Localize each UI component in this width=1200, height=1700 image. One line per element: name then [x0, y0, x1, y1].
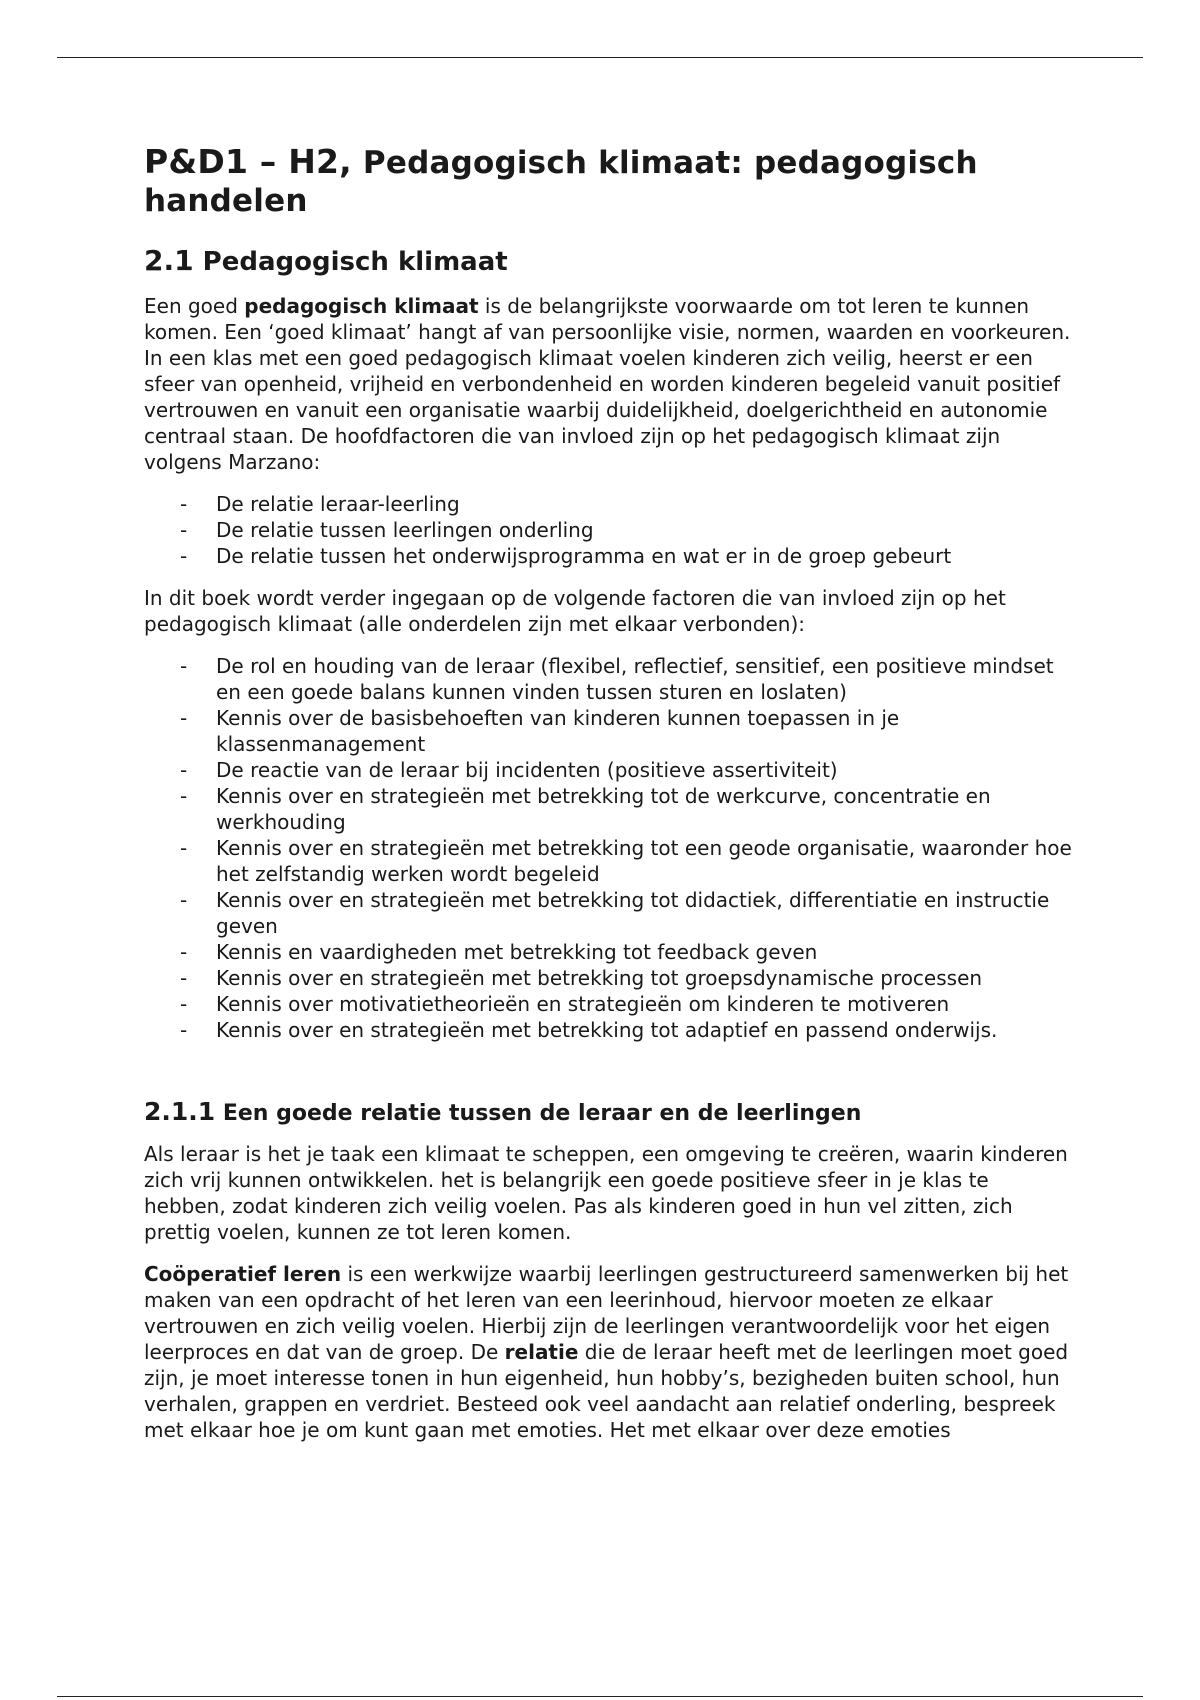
- dash-bullet: -: [180, 966, 188, 990]
- section-heading-2-1-1: [144, 1097, 1074, 1129]
- dash-bullet: -: [180, 654, 188, 678]
- relation-paragraph: Als leraar is het je taak een klimaat te scheppen, een omgeving te creëren, waarin kinderen zich vrij kunnen ontwikkelen. het is belangrijk een goede positieve sfeer in je klas te hebben, zodat kinderen zich veilig voelen. Pas als kinderen goed in hun vel zitten, zich prettig voelen, kunnen ze tot leren komen.: [144, 1142, 1068, 1244]
- subsection-number: 2.1.1: [144, 1097, 216, 1126]
- section-spacer: [144, 1059, 1074, 1097]
- list-item: - De rol en houding van de leraar (flexibel, reflectief, sensitief, een positieve mindset en een goede balans kunnen vinden tussen sturen en loslaten): [180, 654, 1054, 704]
- dash-bullet: -: [180, 784, 188, 808]
- dash-bullet: -: [180, 518, 188, 542]
- list-item: - Kennis over en strategieën met betrekking tot adaptief en passend onderwijs.: [180, 1018, 998, 1042]
- list-item: - De reactie van de leraar bij incidenten (positieve assertiviteit): [180, 758, 838, 782]
- list-item: - De relatie tussen het onderwijsprogramma en wat er in de groep gebeurt: [180, 544, 952, 568]
- term-relatie: relatie: [504, 1340, 579, 1364]
- dash-bullet: -: [180, 758, 188, 782]
- title-text: Pedagogisch klimaat: pedagogisch handelen: [144, 145, 978, 219]
- list-item: - Kennis en vaardigheden met betrekking tot feedback geven: [180, 940, 818, 964]
- book-factor-list: [144, 653, 1074, 1043]
- list-item: - Kennis over de basisbehoeften van kinderen kunnen toepassen in je klassenmanagement: [180, 706, 900, 756]
- section-heading-2-1: [144, 244, 1074, 279]
- dash-bullet: -: [180, 888, 188, 912]
- cooperative-learning-paragraph: Coöperatief leren is een werkwijze waarbij leerlingen gestructureerd samenwerken bij het maken van een opdracht of het leren van een leerinhoud, hiervoor moeten ze elkaar vertrouwen en zich veilig voelen. Hierbij zijn de leerlingen verantwoordelijk voor het eigen leerproces en dat van de groep. De relatie die de leraar heeft met de leerlingen moet goed zijn, je moet interesse tonen in hun eigenheid, hun hobby’s, bezigheden buiten school, hun verhalen, grappen en verdriet. Besteed ook veel aandacht aan relatief onderling, bespreek met elkaar hoe je om kunt gaan met emoties. Het met elkaar over deze emoties: [144, 1262, 1069, 1442]
- list-item: - De relatie leraar-leerling: [180, 492, 460, 516]
- footer-rule: [57, 1696, 1143, 1697]
- dash-bullet: -: [180, 1018, 188, 1042]
- list-item: - Kennis over en strategieën met betrekking tot groepsdynamische processen: [180, 966, 983, 990]
- list-item: - Kennis over en strategieën met betrekking tot een geode organisatie, waaronder hoe het zelfstandig werken wordt begeleid: [180, 836, 1072, 886]
- term-cooperatief-leren: Coöperatief leren: [144, 1262, 342, 1286]
- subsection-title: Een goede relatie tussen de leraar en de leerlingen: [222, 1101, 862, 1126]
- dash-bullet: -: [180, 492, 188, 516]
- dash-bullet: -: [180, 706, 188, 730]
- marzano-factor-list: [144, 491, 1074, 569]
- title-code: P&D1 – H2,: [144, 142, 352, 181]
- factors-intro-paragraph: In dit boek wordt verder ingegaan op de volgende factoren die van invloed zijn op het pedagogisch klimaat (alle onderdelen zijn met elkaar verbonden):: [144, 586, 1006, 636]
- list-item: - Kennis over motivatietheorieën en strategieën om kinderen te motiveren: [180, 992, 950, 1016]
- section-number: 2.1: [144, 244, 194, 277]
- dash-bullet: -: [180, 836, 188, 860]
- list-item: - Kennis over en strategieën met betrekking tot de werkcurve, concentratie en werkhouding: [180, 784, 991, 834]
- document-body: [144, 143, 1074, 1459]
- dash-bullet: -: [180, 544, 188, 568]
- section-title: Pedagogisch klimaat: [202, 247, 508, 277]
- dash-bullet: -: [180, 992, 188, 1016]
- dash-bullet: -: [180, 940, 188, 964]
- header-rule: [57, 57, 1143, 58]
- intro-paragraph: Een goed pedagogisch klimaat is de belangrijkste voorwaarde om tot leren te kunnen komen. Een ‘goed klimaat’ hangt af van persoonlijke visie, normen, waarden en voorkeuren. In een klas met een goed pedagogisch klimaat voelen kinderen zich veilig, heerst er een sfeer van openheid, vrijheid en verbondenheid en worden kinderen begeleid vanuit positief vertrouwen en vanuit een organisatie waarbij duidelijkheid, doelgerichtheid en autonomie centraal staan. De hoofdfactoren die van invloed zijn op het pedagogisch klimaat zijn volgens Marzano:: [144, 294, 1071, 474]
- list-item: - Kennis over en strategieën met betrekking tot didactiek, differentiatie en instructie geven: [180, 888, 1050, 938]
- document-title: [144, 143, 1074, 220]
- term-pedagogisch-klimaat: pedagogisch klimaat: [244, 294, 479, 318]
- list-item: - De relatie tussen leerlingen onderling: [180, 518, 594, 542]
